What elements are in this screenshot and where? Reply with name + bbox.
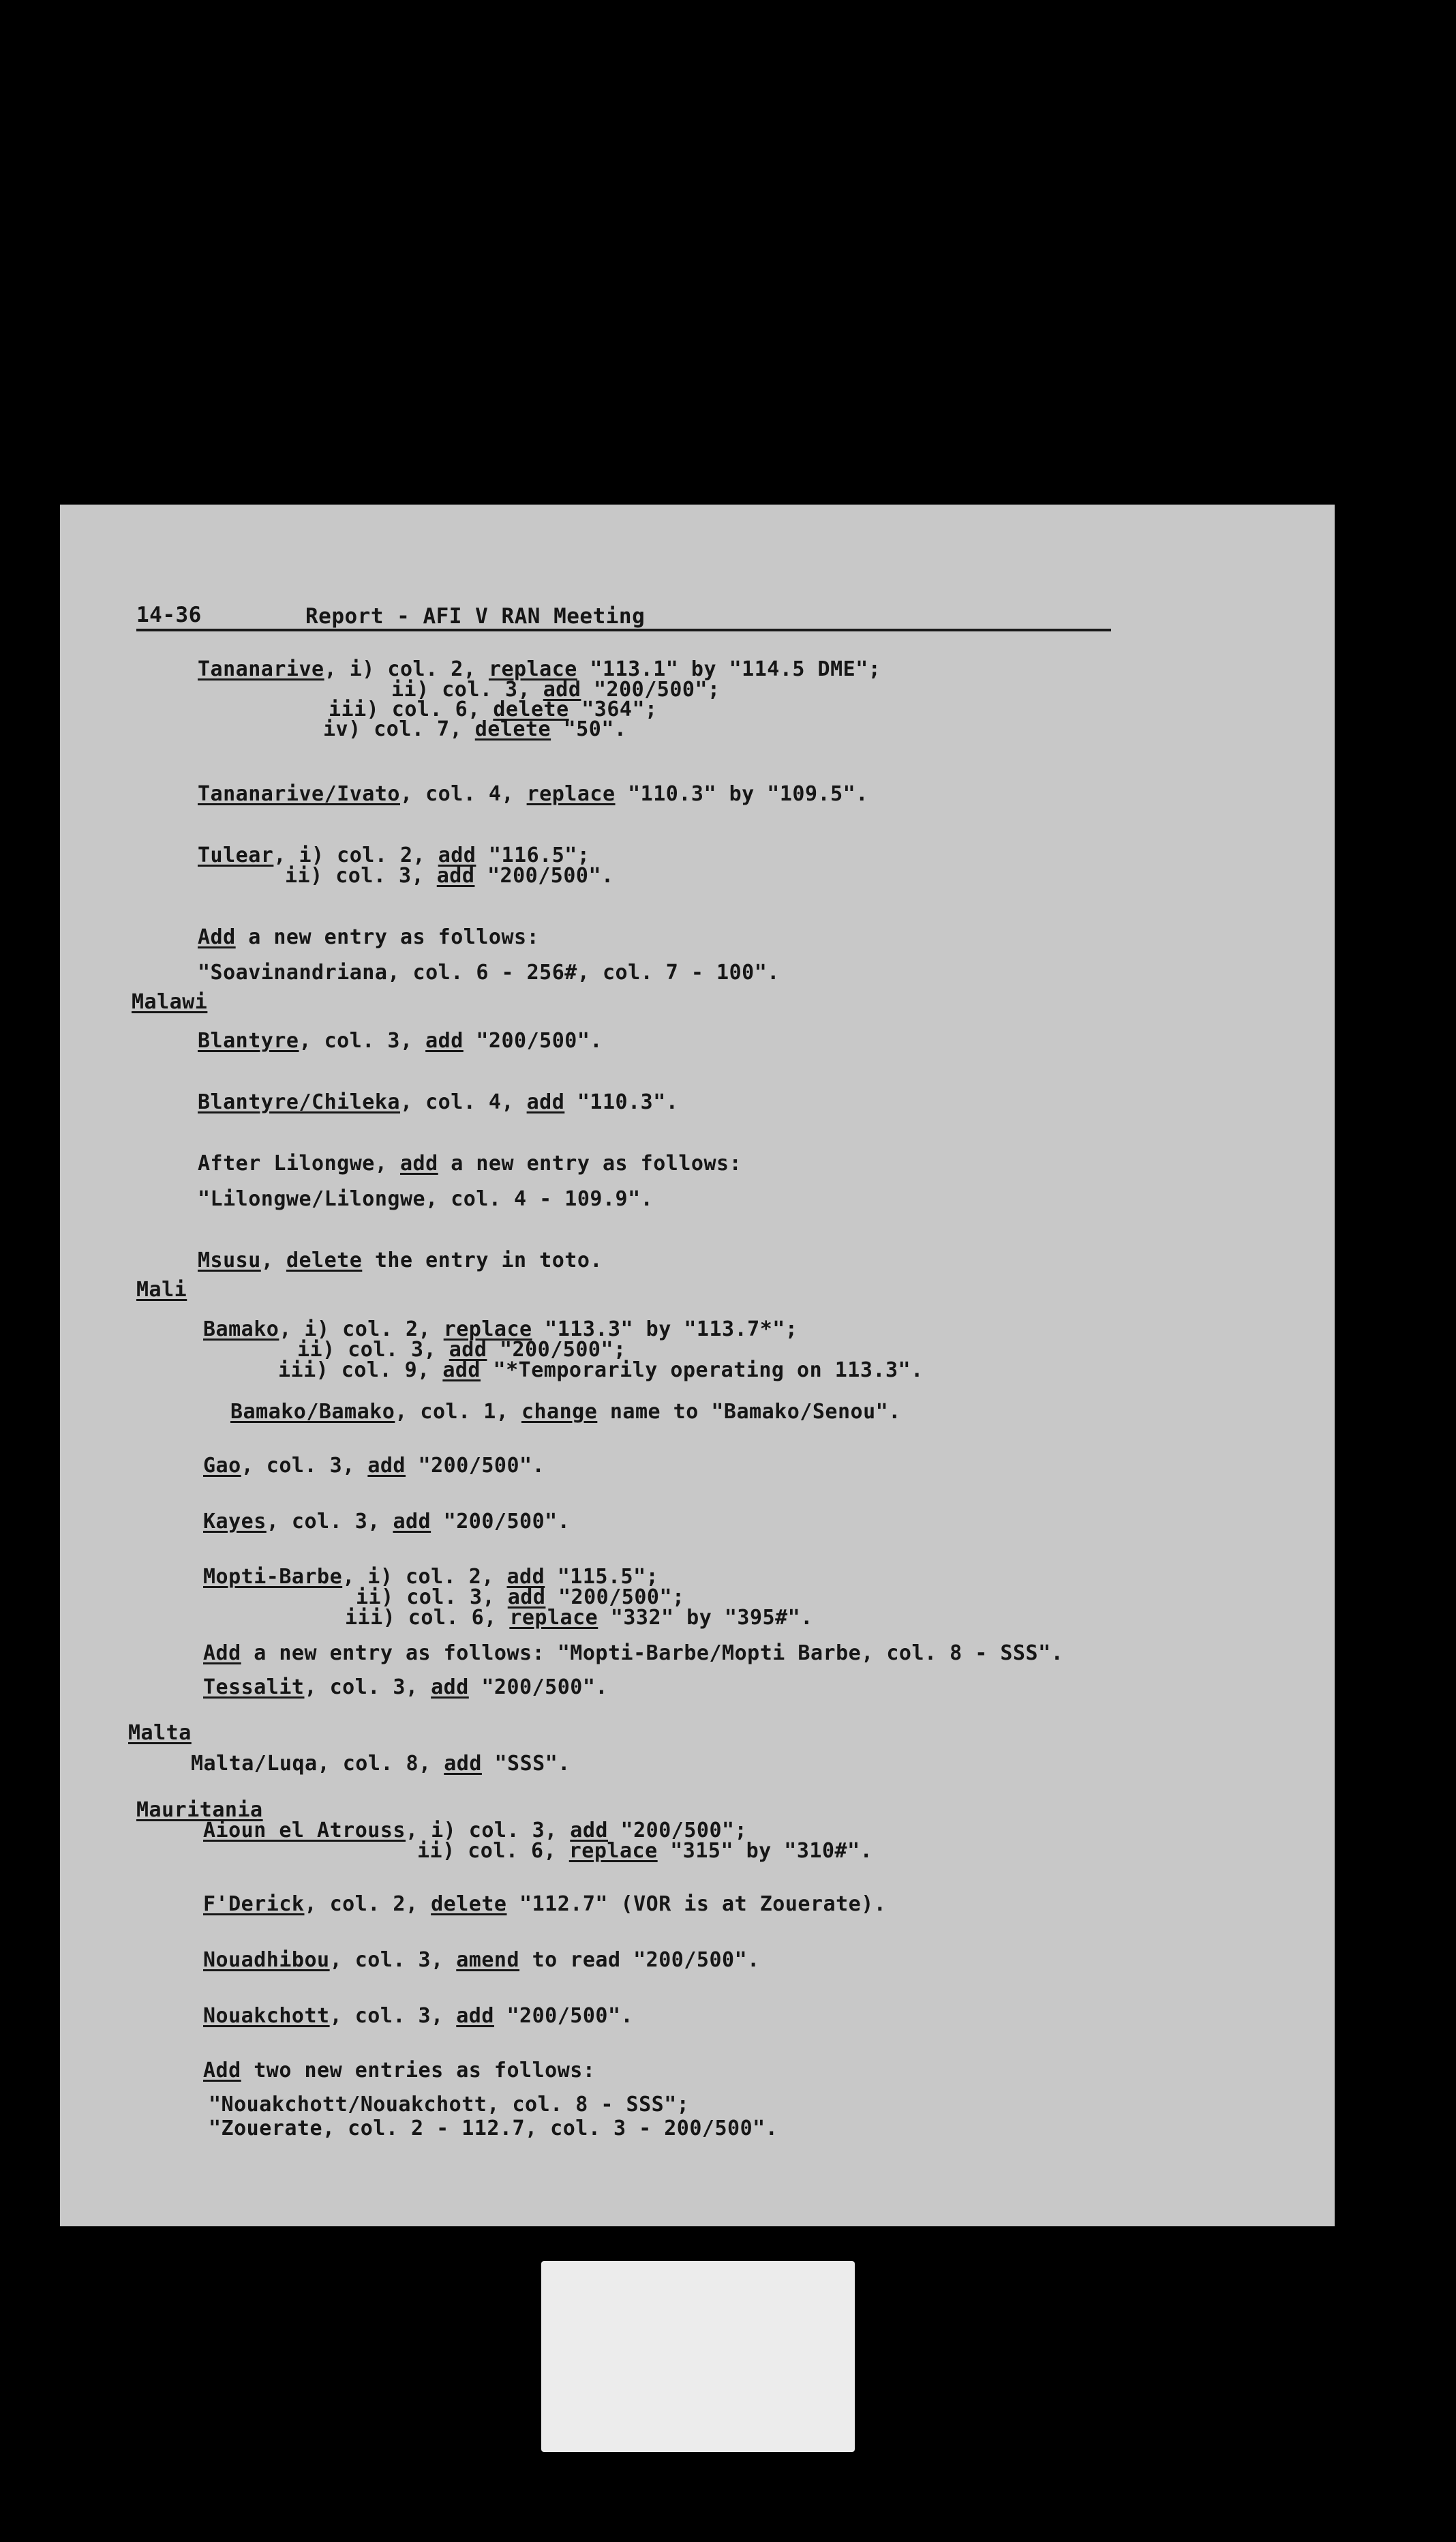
- underlined-term: add: [543, 678, 581, 702]
- underlined-term: replace: [443, 1317, 532, 1341]
- line-text: After Lilongwe,: [198, 1152, 400, 1176]
- line-text: iii) col. 6,: [329, 698, 494, 721]
- underlined-term: add: [431, 1675, 469, 1699]
- text-line: [198, 1249, 603, 1272]
- line-text: "110.3" by "109.5".: [615, 782, 868, 806]
- line-text: a new entry as follows: "Mopti-Barbe/Mopti Barbe, col. 8 - SSS".: [241, 1641, 1064, 1665]
- line-text: "116.5";: [476, 843, 590, 867]
- line-text: "200/500";: [581, 678, 721, 702]
- line-text: "113.3" by "113.7*";: [532, 1317, 798, 1341]
- text-line: [132, 991, 207, 1014]
- underlined-term: Msusu: [198, 1248, 261, 1272]
- line-text: , col. 4,: [399, 782, 527, 806]
- line-text: ii) col. 3,: [285, 864, 437, 888]
- text-line: [203, 2059, 595, 2082]
- line-text: , col. 4,: [399, 1090, 527, 1114]
- line-text: ii) col. 6,: [417, 1839, 569, 1863]
- text-line: [203, 1454, 545, 1478]
- underlined-term: add: [425, 1029, 464, 1053]
- text-line: [198, 926, 539, 949]
- blank-card: [541, 2261, 855, 2452]
- underlined-term: replace: [568, 1839, 658, 1863]
- underlined-term: replace: [509, 1606, 598, 1630]
- text-line: [198, 1091, 678, 1114]
- line-text: , col. 3,: [266, 1510, 393, 1534]
- line-text: ii) col. 3,: [356, 1585, 508, 1609]
- text-line: [198, 1152, 742, 1176]
- underlined-term: Gao: [203, 1454, 241, 1478]
- text-line: [128, 1722, 192, 1745]
- line-text: "200/500".: [431, 1510, 571, 1534]
- underlined-term: Mauritania: [136, 1798, 263, 1822]
- line-text: ii) col. 3,: [391, 678, 543, 702]
- underlined-term: delete: [493, 698, 569, 721]
- text-line: [198, 1188, 653, 1211]
- underlined-term: add: [570, 1819, 608, 1842]
- text-line: [209, 2117, 778, 2140]
- underlined-term: add: [438, 843, 476, 867]
- line-text: , col. 3,: [329, 2004, 457, 2028]
- underlined-term: Tessalit: [203, 1675, 305, 1699]
- text-line: [323, 718, 627, 741]
- line-text: "200/500";: [487, 1338, 626, 1362]
- line-text: , i) col. 2,: [342, 1565, 507, 1589]
- text-line: [417, 1840, 873, 1863]
- line-text: "50".: [551, 717, 627, 741]
- line-text: "112.7" (VOR is at Zouerate).: [506, 1892, 887, 1916]
- underlined-term: delete: [431, 1892, 507, 1916]
- text-line: [203, 1642, 1063, 1665]
- line-text: , col. 3,: [329, 1948, 457, 1972]
- page-title: Report - AFI V RAN Meeting: [305, 604, 646, 629]
- line-text: iv) col. 7,: [323, 717, 475, 741]
- text-line: [198, 961, 780, 985]
- underlined-term: Mali: [136, 1278, 187, 1302]
- line-text: ii) col. 3,: [297, 1338, 449, 1362]
- line-text: , i) col. 2,: [273, 843, 438, 867]
- line-text: "200/500";: [545, 1585, 685, 1609]
- underlined-term: Blantyre/Chileka: [198, 1090, 400, 1114]
- underlined-term: add: [507, 1585, 546, 1609]
- underlined-term: add: [367, 1454, 406, 1478]
- underlined-term: Kayes: [203, 1510, 267, 1534]
- underlined-term: add: [526, 1090, 565, 1114]
- line-text: "113.1" by "114.5 DME";: [577, 657, 881, 681]
- line-text: "115.5";: [545, 1565, 659, 1589]
- line-text: , i) col. 2,: [324, 657, 489, 681]
- underlined-term: add: [506, 1565, 545, 1589]
- line-text: "110.3".: [564, 1090, 679, 1114]
- line-text: "332" by "395#".: [598, 1606, 813, 1630]
- underlined-term: add: [393, 1510, 431, 1534]
- underlined-term: add: [436, 864, 475, 888]
- text-line: [191, 1752, 571, 1776]
- line-text: two new entries as follows:: [241, 2059, 596, 2082]
- underlined-term: amend: [456, 1948, 520, 1972]
- text-line: [203, 2005, 633, 2028]
- line-text: , col. 3,: [304, 1675, 431, 1699]
- text-line: [203, 1676, 608, 1699]
- underlined-term: Malawi: [132, 990, 208, 1014]
- underlined-term: Tananarive: [198, 657, 324, 681]
- header-rule: [136, 629, 1111, 631]
- underlined-term: Add: [203, 2059, 241, 2082]
- underlined-term: add: [399, 1152, 438, 1176]
- line-text: "200/500";: [607, 1819, 748, 1842]
- underlined-term: add: [442, 1358, 481, 1382]
- underlined-term: Add: [203, 1641, 241, 1665]
- text-line: [198, 783, 868, 806]
- line-text: "*Temporarily operating on 113.3".: [481, 1358, 924, 1382]
- line-text: "200/500".: [406, 1454, 545, 1478]
- line-text: Malta/Luqa, col. 8,: [191, 1752, 444, 1776]
- line-text: name to "Bamako/Senou".: [597, 1400, 901, 1424]
- page-number: 14-36: [136, 603, 202, 627]
- line-text: a new entry as follows:: [438, 1152, 742, 1176]
- underlined-term: replace: [526, 782, 616, 806]
- line-text: "315" by "310#".: [657, 1839, 873, 1863]
- line-text: "Soavinandriana, col. 6 - 256#, col. 7 - 100".: [198, 961, 780, 985]
- text-line: [203, 1949, 760, 1972]
- underlined-term: add: [449, 1338, 487, 1362]
- underlined-term: Aioun el Atrouss: [203, 1819, 406, 1842]
- line-text: , col. 3,: [241, 1454, 368, 1478]
- underlined-term: change: [521, 1400, 598, 1424]
- text-line: [230, 1401, 901, 1424]
- line-text: "SSS".: [481, 1752, 571, 1776]
- line-text: iii) col. 6,: [345, 1606, 510, 1630]
- text-line: [278, 1359, 924, 1382]
- underlined-term: Nouakchott: [203, 2004, 330, 2028]
- line-text: , col. 1,: [395, 1400, 521, 1424]
- line-text: , i) col. 3,: [405, 1819, 571, 1842]
- underlined-term: add: [444, 1752, 482, 1776]
- line-text: , col. 3,: [299, 1029, 426, 1053]
- line-text: "200/500".: [474, 864, 614, 888]
- line-text: "200/500".: [468, 1675, 608, 1699]
- underlined-term: delete: [474, 717, 551, 741]
- underlined-term: Bamako/Bamako: [230, 1400, 395, 1424]
- underlined-term: Blantyre: [198, 1029, 299, 1053]
- underlined-term: Nouadhibou: [203, 1948, 330, 1972]
- underlined-term: Bamako: [203, 1317, 279, 1341]
- text-line: [198, 1030, 603, 1053]
- line-text: , col. 2,: [304, 1892, 431, 1916]
- underlined-term: replace: [488, 657, 577, 681]
- line-text: "Lilongwe/Lilongwe, col. 4 - 109.9".: [198, 1187, 654, 1211]
- line-text: a new entry as follows:: [235, 925, 540, 949]
- underlined-term: Add: [198, 925, 236, 949]
- underlined-term: add: [456, 2004, 494, 2028]
- text-line: [203, 1893, 886, 1916]
- text-line: [136, 1279, 187, 1302]
- underlined-term: delete: [286, 1248, 363, 1272]
- underlined-term: F'Derick: [203, 1892, 305, 1916]
- underlined-term: Mopti-Barbe: [203, 1565, 343, 1589]
- line-text: "200/500".: [494, 2004, 634, 2028]
- text-line: [285, 865, 614, 888]
- underlined-term: Tulear: [198, 843, 274, 867]
- line-text: to read "200/500".: [519, 1948, 760, 1972]
- text-line: [345, 1606, 813, 1630]
- line-text: ,: [260, 1248, 286, 1272]
- underlined-term: Malta: [128, 1721, 192, 1745]
- underlined-term: Tananarive/Ivato: [198, 782, 400, 806]
- document-page: [60, 505, 1335, 2226]
- text-line: [209, 2093, 689, 2117]
- line-text: "364";: [568, 698, 658, 721]
- line-text: "200/500".: [463, 1029, 603, 1053]
- line-text: "Nouakchott/Nouakchott, col. 8 - SSS";: [209, 2093, 690, 2117]
- line-text: , i) col. 2,: [279, 1317, 444, 1341]
- text-line: [203, 1510, 570, 1534]
- line-text: iii) col. 9,: [278, 1358, 443, 1382]
- line-text: the entry in toto.: [362, 1248, 603, 1272]
- line-text: "Zouerate, col. 2 - 112.7, col. 3 - 200/500".: [209, 2117, 778, 2140]
